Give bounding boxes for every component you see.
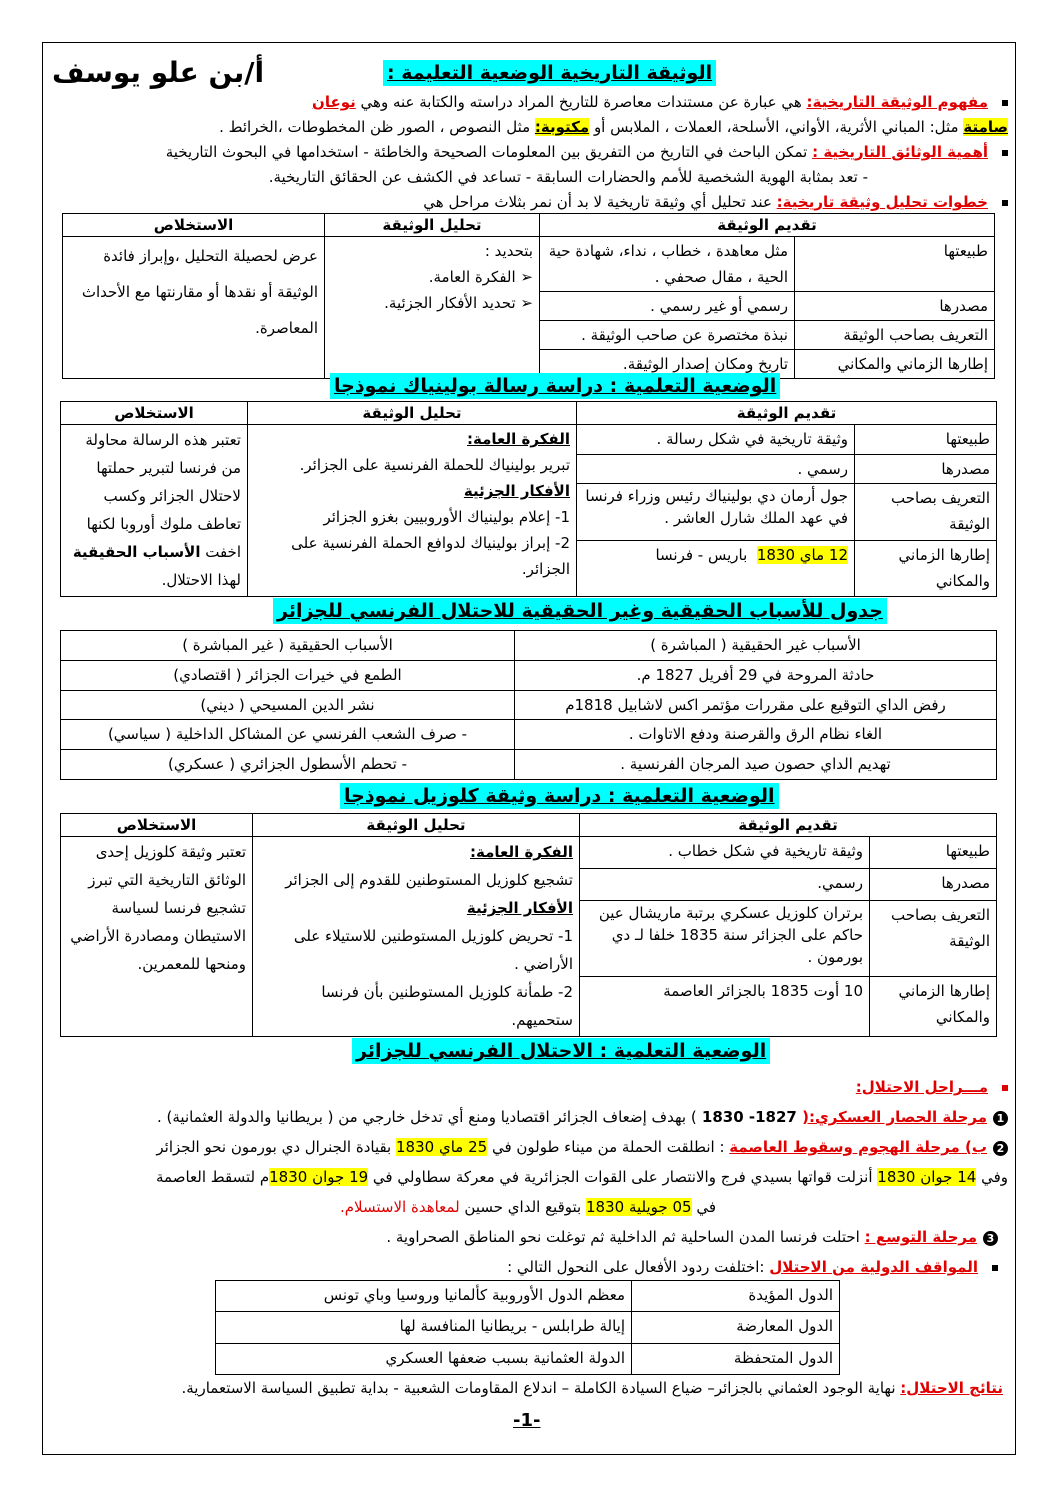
text: وفي bbox=[976, 1168, 1008, 1186]
table-cell: طبيعتها bbox=[870, 837, 997, 869]
table-cell: إطارها الزماني والمكاني bbox=[870, 976, 997, 1036]
table-cell: معظم الدول الأوروبية كألمانيا وروسيا وباي تونس bbox=[216, 1281, 632, 1312]
concept-silent: صامتة bbox=[963, 118, 1008, 136]
text: أنزلت قواتها بسيدي فرج والانتصار على القوات الجزائرية في معركة سطاولي في bbox=[368, 1168, 878, 1186]
number-icon: 2 bbox=[993, 1141, 1008, 1156]
bullet-icon bbox=[1002, 100, 1008, 106]
text: 1- تحريض كلوزيل المستوطنين للاستيلاء على الأراضي . bbox=[293, 927, 573, 974]
general-idea-label: الفكرة العامة: bbox=[467, 430, 570, 449]
text: الأسباب الحقيقية bbox=[72, 543, 201, 562]
importance-label: أهمية الوثائق التاريخية : bbox=[812, 143, 988, 161]
heading-occupation: الوضعية التعلمية : الاحتلال الفرنسي للجزائر bbox=[352, 1038, 770, 1064]
text: الفكرة العامة. bbox=[428, 268, 516, 286]
date: 25 ماي 1830 bbox=[396, 1138, 488, 1156]
number-icon: 1 bbox=[993, 1111, 1008, 1126]
table-cell: إيالة طرابلس - بريطانيا المنافسة لها bbox=[216, 1312, 632, 1343]
date: 19 جوان 1830 bbox=[269, 1168, 369, 1186]
table-cell: رسمي. bbox=[580, 868, 870, 900]
text: في bbox=[691, 1198, 716, 1216]
text: 2- طمأنة كلوزيل المستوطنين بأن فرنسا ستحميهم. bbox=[321, 983, 573, 1030]
table-cell: نشر الدين المسيحي ( ديني) bbox=[61, 690, 515, 720]
importance-text2: - تعد بمثابة الهوية الشخصية للأمم والحضارات السابقة - تساعد في الكشف عن الحقائق التاريخية. bbox=[268, 168, 868, 186]
concept-types: نوعان bbox=[312, 93, 356, 111]
table-cell: الدولة العثمانية بسبب ضعفها العسكري bbox=[216, 1343, 632, 1374]
table-cell: - صرف الشعب الفرنسي عن المشاكل الداخلية ( سياسي) bbox=[61, 720, 515, 750]
positions-label: المواقف الدولية من الاحتلال bbox=[769, 1258, 978, 1276]
steps-label: خطوات تحليل وثيقة تاريخية: bbox=[776, 193, 988, 211]
table-header: تقديم الوثيقة bbox=[580, 814, 997, 837]
clauzel-table bbox=[60, 813, 997, 1037]
analysis-steps-table bbox=[62, 213, 995, 379]
concept-text: هي عبارة عن مستندات معاصرة للتاريخ المراد دراسته والكتابة عنه وهي bbox=[355, 93, 807, 111]
importance-text: تمكن الباحث في التاريخ من التفريق بين المعلومات الصحيحة والخاطئة - استخدامها في البحوث التاريخية bbox=[165, 143, 813, 161]
table-cell: رسمي . bbox=[577, 454, 855, 484]
conclusion-cell: تعتبر وثيقة كلوزيل إحدى الوثائق التاريخية التي تبرز تشجيع فرنسا لسياسة الاستيطان ومصادرة الأراضي ومنحها للمعمرين. bbox=[61, 837, 253, 1037]
table-header: الأسباب غير الحقيقية ( المباشرة ) bbox=[515, 631, 997, 661]
analysis-cell bbox=[248, 425, 577, 597]
text: بتوقيع الداي حسين bbox=[459, 1198, 586, 1216]
table-header: الاستخلاص bbox=[63, 214, 325, 237]
text: تبرير بولينياك للحملة الفرنسية على الجزائر. bbox=[299, 456, 570, 475]
table-cell: جول أرمان دي بولينياك رئيس وزراء فرنسا في عهد الملك شارل العاشر . bbox=[577, 484, 855, 540]
table-header: تقديم الوثيقة bbox=[540, 214, 995, 237]
bullet-icon bbox=[992, 1265, 998, 1271]
concept-text2: مثل: المباني الأثرية، الأواني، الأسلحة، العملات ، الملابس أو bbox=[589, 118, 964, 136]
table-cell: الغاء نظام الرق والقرصنة ودفع الاتاوات . bbox=[515, 720, 997, 750]
text: لهذا الاحتلال. bbox=[161, 571, 241, 590]
bullet-icon bbox=[1002, 1085, 1008, 1091]
stage-label: مرحلة التوسع : bbox=[864, 1228, 977, 1246]
concept-section bbox=[58, 90, 1008, 215]
page-title: الوثيقة التاريخية الوضعية التعليمة : bbox=[383, 60, 716, 86]
text: تحديد الأفكار الجزئية. bbox=[384, 294, 516, 312]
table-header: تحليل الوثيقة bbox=[248, 402, 577, 425]
concept-label: مفهوم الوثيقة التاريخية: bbox=[806, 93, 988, 111]
table-header: تحليل الوثيقة bbox=[325, 214, 540, 237]
table-cell: مصدرها bbox=[870, 868, 997, 900]
table-cell: مصدرها bbox=[795, 292, 995, 321]
results-line bbox=[43, 1376, 1003, 1401]
text: بتحديد : bbox=[484, 242, 533, 260]
table-header: الاستخلاص bbox=[61, 402, 248, 425]
table-cell: إطارها الزماني والمكاني bbox=[855, 540, 997, 596]
table-cell: برتران كلوزيل عسكري برتبة ماريشال عين حاكم على الجزائر سنة 1835 خلفا لـ دي بورمون . bbox=[580, 900, 870, 976]
analysis-cell: بتحديد : ➢ الفكرة العامة. ➢ تحديد الأفكار الجزئية. bbox=[325, 237, 540, 379]
table-cell: نبذة مختصرة عن صاحب الوثيقة . bbox=[540, 321, 795, 350]
results-label: نتائج الاحتلال: bbox=[900, 1379, 1003, 1397]
table-header: الاستخلاص bbox=[61, 814, 253, 837]
number-icon: 3 bbox=[983, 1231, 998, 1246]
table-header: تحليل الوثيقة bbox=[253, 814, 580, 837]
text: لمعاهدة الاستسلام. bbox=[339, 1198, 460, 1216]
bullet-icon bbox=[1002, 200, 1008, 206]
table-cell: وثيقة تاريخية في شكل رسالة . bbox=[577, 425, 855, 455]
table-cell: الدول المتحفظة bbox=[632, 1343, 840, 1374]
table-cell: وثيقة تاريخية في شكل خطاب . bbox=[580, 837, 870, 869]
text: 1827- 1830 bbox=[696, 1108, 803, 1126]
stages-label: مـــراحل الاحتلال: bbox=[855, 1078, 988, 1096]
partial-ideas-label: الأفكار الجزئية bbox=[466, 899, 573, 918]
polignac-table bbox=[60, 401, 997, 597]
table-cell: الطمع في خيرات الجزائر ( اقتصادي) bbox=[61, 660, 515, 690]
date: 14 جوان 1830 bbox=[877, 1168, 977, 1186]
table-cell: - تحطم الأسطول الجزائري ( عسكري) bbox=[61, 750, 515, 780]
table-cell: التعريف بصاحب الوثيقة bbox=[870, 900, 997, 976]
table-cell: رسمي أو غير رسمي . bbox=[540, 292, 795, 321]
text: :اختلفت ردود الأفعال على النحول التالي : bbox=[507, 1258, 770, 1276]
text: م لتسقط العاصمة bbox=[156, 1168, 270, 1186]
stages-section bbox=[48, 1072, 1008, 1282]
text: تعتبر هذه الرسالة محاولة من فرنسا لتبرير حملتها لاحتلال الجزائر وكسب تعاطف ملوك أوروبا لكنها اخفت bbox=[85, 431, 241, 562]
concept-written: مكتوبة: bbox=[534, 118, 590, 136]
table-cell: 10 أوت 1835 بالجزائر العاصمة bbox=[580, 976, 870, 1036]
author-name: أ/بن علو يوسف bbox=[52, 56, 265, 89]
heading-causes: جدول للأسباب الحقيقية وغير الحقيقية للاحتلال الفرنسي للجزائر bbox=[273, 598, 887, 624]
stage-label: ب) مرحلة الهجوم وسقوط العاصمة bbox=[729, 1138, 987, 1156]
causes-table bbox=[60, 630, 997, 780]
concept-text3: مثل النصوص ، الصور ظن المخطوطات ،الخرائط . bbox=[219, 118, 535, 136]
text: 2- إبراز بولينياك لدوافع الحملة الفرنسية على الجزائر. bbox=[291, 534, 570, 579]
table-header: تقديم الوثيقة bbox=[577, 402, 997, 425]
text: نهاية الوجود العثماني بالجزائر– ضياع السيادة الكاملة – اندلاع المقاومات الشعبية - بداية تطبيق السياسة الاستعمارية. bbox=[181, 1379, 901, 1397]
date: 12 ماي 1830 bbox=[756, 545, 848, 564]
table-cell: رفض الداي التوقيع على مقررات مؤتمر اكس لاشابيل 1818م bbox=[515, 690, 997, 720]
table-cell: الدول المعارضة bbox=[632, 1312, 840, 1343]
table-cell: إطارها الزماني والمكاني bbox=[795, 350, 995, 379]
partial-ideas-label: الأفكار الجزئية bbox=[463, 482, 570, 501]
text: بقيادة الجنرال دي بورمون نحو الجزائر bbox=[156, 1138, 396, 1156]
table-cell: طبيعتها bbox=[855, 425, 997, 455]
positions-table bbox=[215, 1280, 840, 1375]
table-cell: طبيعتها bbox=[795, 237, 995, 292]
table-cell: حادثة المروحة في 29 أفريل 1827 م. bbox=[515, 660, 997, 690]
table-cell: تاريخ ومكان إصدار الوثيقة. bbox=[540, 350, 795, 379]
conclusion-cell: عرض لحصيلة التحليل ،وإبراز فائدة الوثيقة أو نقدها أو مقارنتها مع الأحداث المعاصرة. bbox=[63, 237, 325, 379]
bullet-icon bbox=[1002, 150, 1008, 156]
general-idea-label: الفكرة العامة: bbox=[470, 843, 573, 862]
table-cell: التعريف بصاحب الوثيقة bbox=[795, 321, 995, 350]
text: باريس - فرنسا bbox=[655, 545, 748, 564]
heading-clauzel: الوضعية التعلمية : دراسة وثيقة كلوزيل نموذجا bbox=[340, 783, 779, 809]
analysis-cell bbox=[253, 837, 580, 1037]
text: 1- إعلام بولينياك الأوروبيين بغزو الجزائر bbox=[323, 508, 570, 527]
conclusion-cell bbox=[61, 425, 248, 597]
text: : انطلقت الحملة من ميناء طولون في bbox=[487, 1138, 730, 1156]
steps-text: عند تحليل أي وثيقة تاريخية لا بد أن نمر بثلاث مراحل هي bbox=[423, 193, 777, 211]
table-cell: مصدرها bbox=[855, 454, 997, 484]
heading-polignac: الوضعية التعلمية : دراسة رسالة بولينياك نموذجا bbox=[330, 373, 780, 399]
table-header: الأسباب الحقيقية ( غير المباشرة ) bbox=[61, 631, 515, 661]
date: 05 جويلية 1830 bbox=[585, 1198, 692, 1216]
text: ) بهدف إضعاف الجزائر اقتصاديا ومنع أي تدخل خارجي من ( بريطانيا والدولة العثمانية) . bbox=[156, 1108, 697, 1126]
table-cell: تهديم الداي حصون صيد المرجان الفرنسية . bbox=[515, 750, 997, 780]
stage-label: مرحلة الحصار العسكري:( bbox=[802, 1108, 987, 1126]
table-cell bbox=[577, 540, 855, 596]
text: تشجيع كلوزيل المستوطنين للقدوم إلى الجزائر bbox=[285, 871, 573, 890]
table-cell: مثل معاهدة ، خطاب ، نداء، شهادة حية الحية ، مقال صحفي . bbox=[540, 237, 795, 292]
page-number: -1- bbox=[513, 1410, 541, 1431]
table-cell: الدول المؤيدة bbox=[632, 1281, 840, 1312]
text: احتلت فرنسا المدن الساحلية ثم الداخلية ثم توغلت نحو المناطق الصحراوية . bbox=[386, 1228, 865, 1246]
table-cell: التعريف بصاحب الوثيقة bbox=[855, 484, 997, 540]
